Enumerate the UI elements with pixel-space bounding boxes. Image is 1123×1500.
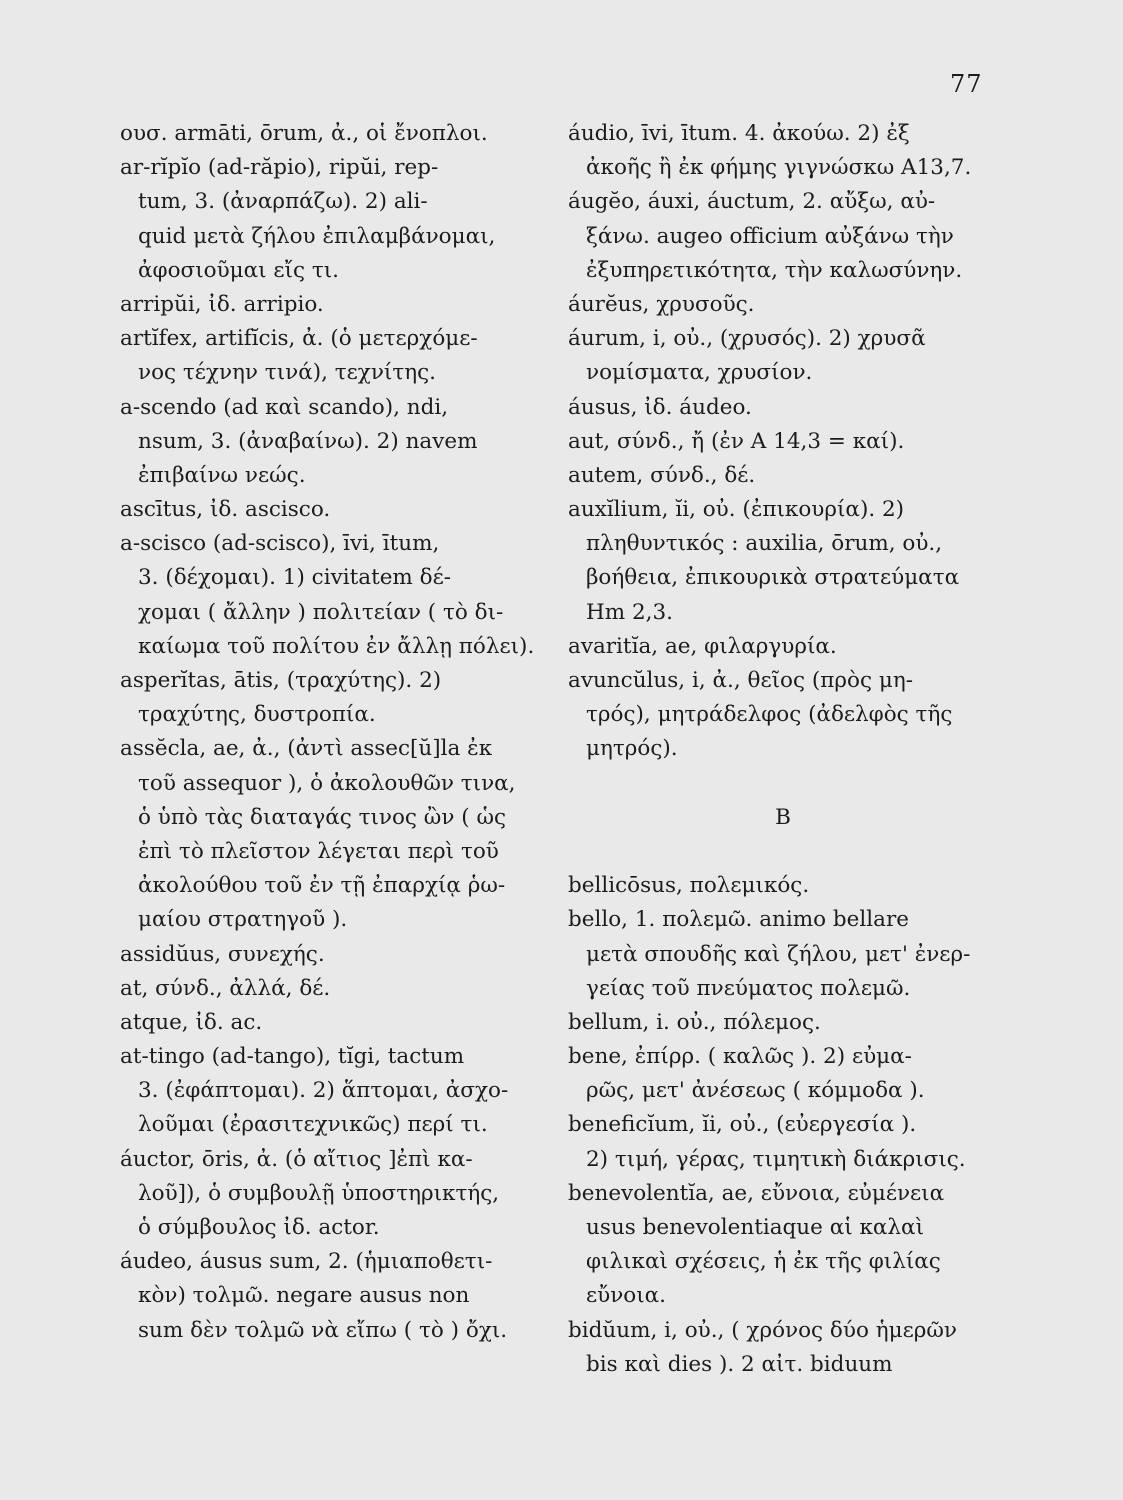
entry-line: χομαι ( ἄλλην ) πολιτείαν ( τὸ δι- xyxy=(138,599,504,625)
entry-line: ἐξυπηρετικότητα, τὴν καλωσύνην. xyxy=(586,257,963,283)
entry-line: avaritĭa, ae, φιλαργυρία. xyxy=(568,633,837,659)
entry-line: 2) τιμή, γέρας, τιμητικὴ διάκρισις. xyxy=(586,1146,966,1172)
right-column-entries-a xyxy=(568,117,998,767)
entry-line: áudeo, áusus sum, 2. (ἡμιαποθετι- xyxy=(120,1249,493,1275)
left-column xyxy=(120,117,560,1348)
entry-line: bello, 1. πολεμῶ. animo bellare xyxy=(568,907,909,933)
entry-line: benevolentĭa, ae, εὔνοια, εὐμένεια xyxy=(568,1180,945,1206)
entry-line: τρός), μητράδελφος (ἀδελφὸς τῆς xyxy=(586,702,953,728)
entry-line: asperĭtas, ātis, (τραχύτης). 2) xyxy=(120,668,442,693)
entry-line: sum δὲν τολμῶ νὰ εἴπω ( τὸ ) ὄχι. xyxy=(138,1317,508,1343)
entry-line: ἀκοῆς ἢ ἐκ φήμης γιγνώσκω A13,7. xyxy=(586,155,972,181)
entry-line: τοῦ assequor ), ὁ ἀκολουθῶν τινα, xyxy=(138,770,516,796)
right-column-entries-b xyxy=(568,869,998,1382)
entry-line: μαίου στρατηγοῦ ). xyxy=(138,907,348,933)
section-spacer-top xyxy=(568,767,998,801)
entry-line: βοήθεια, ἐπικουρικὰ στρατεύματα xyxy=(586,565,960,591)
entry-line: at, σύνδ., ἀλλά, δέ. xyxy=(120,975,331,1001)
entry-line: bellum, i. οὐ., πόλεμος. xyxy=(568,1009,821,1035)
entry-line: assĕcla, ae, ἀ., (ἀντὶ assec[ŭ]la ἐκ xyxy=(120,736,493,762)
entry-line: γείας τοῦ πνεύματος πολεμῶ. xyxy=(586,975,911,1001)
entry-line: ar-rĭpĭo (ad-răpio), ripŭi, rep- xyxy=(120,155,439,181)
entry-line: μετὰ σπουδῆς καὶ ζήλου, μετ' ἐνερ- xyxy=(586,941,971,967)
entry-line: νομίσματα, χρυσίον. xyxy=(586,360,813,386)
entry-line: πληθυντικός : auxilia, ōrum, οὐ., xyxy=(586,531,943,557)
entry-line: κὸν) τολμῶ. negare ausus non xyxy=(138,1283,470,1309)
entry-line: bellicōsus, πολεμικός. xyxy=(568,873,810,899)
entry-line: avuncŭlus, i, ἀ., θεῖος (πρὸς μη- xyxy=(568,668,913,693)
entry-line: a-scendo (ad καὶ scando), ndi, xyxy=(120,394,449,420)
entry-line: ουσ. armāti, ōrum, ἀ., οἱ ἔνοπλοι. xyxy=(120,121,488,146)
entry-line: νος τέχνην τινά), τεχνίτης. xyxy=(138,360,436,386)
entry-line: λοῦ]), ὁ συμβουλῇ ὑποστηρικτής, xyxy=(138,1180,500,1206)
entry-line: usus benevolentiaque αἱ καλαὶ xyxy=(586,1215,925,1240)
entry-line: áugĕo, áuxi, áuctum, 2. αὔξω, αὐ- xyxy=(568,189,936,215)
right-column xyxy=(568,117,998,1382)
entry-line: artĭfex, artifĭcis, ἀ. (ὁ μετερχόμε- xyxy=(120,326,478,352)
entry-line: ξάνω. augeo officium αὐξάνω τὴν xyxy=(586,223,954,249)
entry-line: ρῶς, μετ' ἀνέσεως ( κόμμοδα ). xyxy=(586,1078,925,1104)
entry-line: a-scisco (ad-scisco), īvi, ītum, xyxy=(120,531,440,557)
entry-line: ἀκολούθου τοῦ ἐν τῇ ἐπαρχίᾳ ῥω- xyxy=(138,873,506,899)
entry-line: at-tingo (ad-tango), tĭgi, tactum xyxy=(120,1044,465,1070)
entry-line: auxĭlium, ĭi, οὐ. (ἐπικουρία). 2) xyxy=(568,497,905,523)
entry-line: ὁ ὑπὸ τὰς διαταγάς τινος ὢν ( ὡς xyxy=(138,804,507,830)
entry-line: áurum, i, οὐ., (χρυσός). 2) χρυσᾶ xyxy=(568,326,926,352)
section-letter: B xyxy=(775,804,791,830)
entry-line: tum, 3. (ἀναρπάζω). 2) ali- xyxy=(138,189,428,215)
entry-line: ἐπὶ τὸ πλεῖστον λέγεται περὶ τοῦ xyxy=(138,838,499,864)
entry-line: áudio, īvi, ītum. 4. ἀκούω. 2) ἐξ xyxy=(568,121,910,146)
entry-line: áusus, ἰδ. áudeo. xyxy=(568,394,752,420)
entry-line: áurĕus, χρυσοῦς. xyxy=(568,291,755,317)
entry-line: arripŭi, ἰδ. arripio. xyxy=(120,291,324,317)
entry-line: beneficĭum, ĭi, οὐ., (εὐεργεσία ). xyxy=(568,1112,917,1138)
entry-line: nsum, 3. (ἀναβαίνω). 2) navem xyxy=(138,428,478,454)
entry-line: Hm 2,3. xyxy=(586,599,673,625)
page-number: 77 xyxy=(950,70,983,98)
entry-line: autem, σύνδ., δέ. xyxy=(568,462,756,488)
entry-line: εὔνοια. xyxy=(586,1283,667,1309)
entry-line: φιλικαὶ σχέσεις, ἡ ἐκ τῆς φιλίας xyxy=(586,1249,941,1275)
entry-line: áuctor, ōris, ἀ. (ὁ αἴτιος ]ἐπὶ κα- xyxy=(120,1146,473,1172)
entry-line: μητρός). xyxy=(586,736,678,762)
entry-line: atque, ἰδ. ac. xyxy=(120,1009,263,1035)
entry-line: ascītus, ἰδ. ascisco. xyxy=(120,497,331,523)
entry-line: quid μετὰ ζήλου ἐπιλαμβάνομαι, xyxy=(138,223,496,249)
entry-line: τραχύτης, δυστροπία. xyxy=(138,702,376,728)
entry-line: ἐπιβαίνω νεώς. xyxy=(138,462,306,488)
entry-line: bene, ἐπίρρ. ( καλῶς ). 2) εὐμα- xyxy=(568,1044,912,1070)
entry-line: καίωμα τοῦ πολίτου ἐν ἄλλῃ πόλει). xyxy=(138,633,535,659)
entry-line: ἀφοσιοῦμαι εἴς τι. xyxy=(138,257,339,283)
entry-line: assidŭus, συνεχής. xyxy=(120,941,325,967)
entry-line: aut, σύνδ., ἤ (ἐν A 14,3 = καί). xyxy=(568,428,905,454)
entry-line: λοῦμαι (ἐρασιτεχνικῶς) περί τι. xyxy=(138,1112,488,1138)
entry-line: ὁ σύμβουλος ἰδ. actor. xyxy=(138,1215,380,1240)
entry-line: 3. (ἐφάπτομαι). 2) ἅπτομαι, ἀσχο- xyxy=(138,1078,509,1104)
entry-line: bis καὶ dies ). 2 αἰτ. biduum xyxy=(586,1351,893,1377)
entry-line: bidŭum, i, οὐ., ( χρόνος δύο ἡμερῶν xyxy=(568,1317,957,1343)
section-spacer-bottom xyxy=(568,835,998,869)
entry-line: 3. (δέχομαι). 1) civitatem δέ- xyxy=(138,565,451,591)
